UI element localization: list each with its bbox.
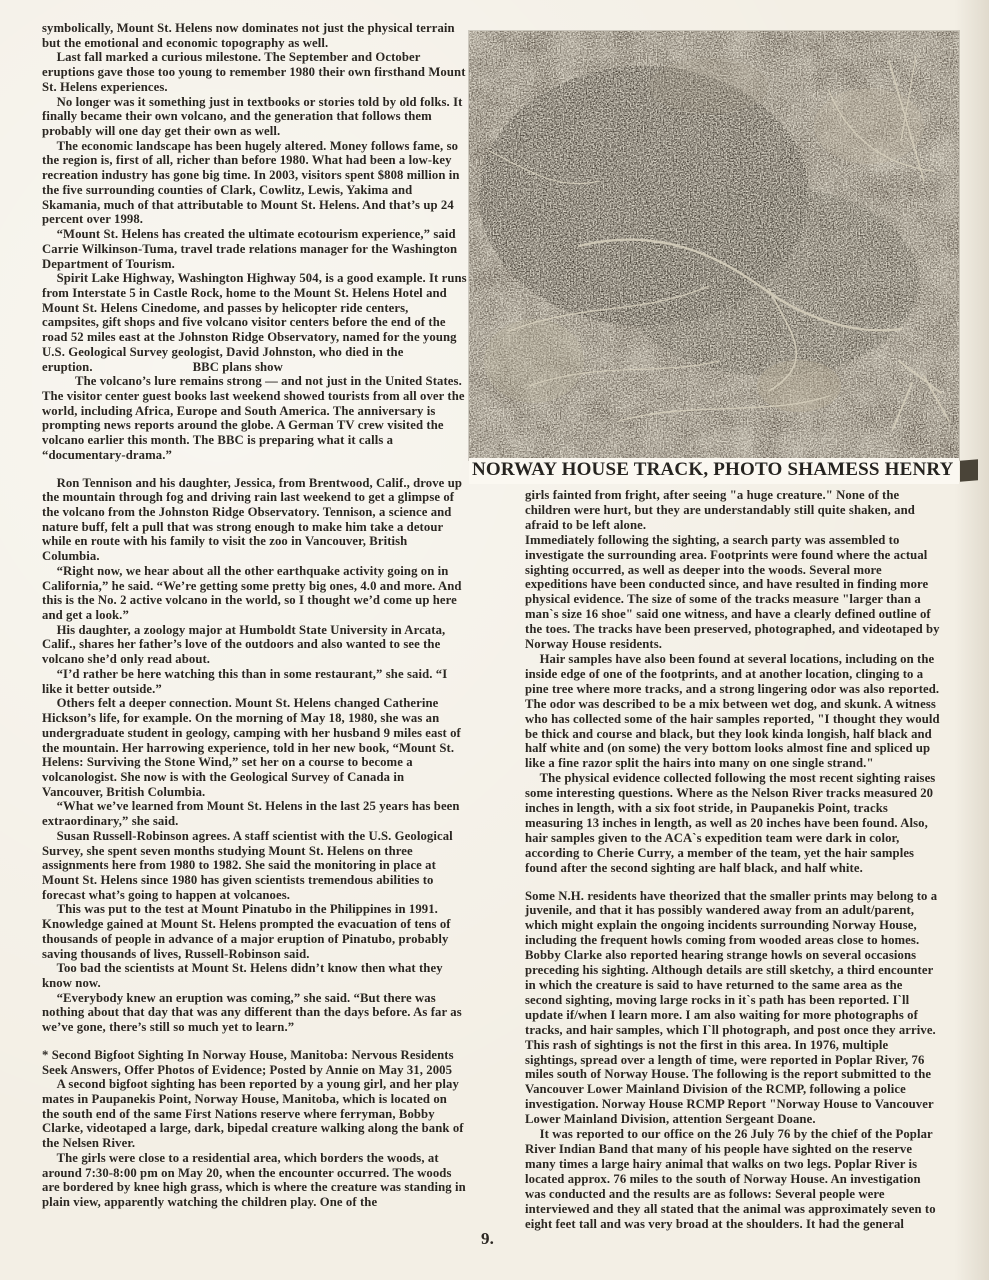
paragraph: Ron Tennison and his daughter, Jessica, from Brentwood, Calif., drove up the mountain through fog and driving rain last weekend to get a glimpse of the volcano from the Johnston Ridge Observatory. Tennison, a science and nature buff, felt a pull that was strong enough to make him take a detour while en route with his family to visit the zoo in Vancouver, British Columbia. [42,475,463,564]
paragraph: The physical evidence collected following the most recent sighting raises some interesting questions. Where as the Nelson River tracks measured 20 inches in length, with a six foot stride, in Paupanekis Point, tracks measuring 13 inches in length, as well as 20 inches have been found. Also, hair samples given to the ACA`s expedition team were dark in color, according to Cherie Curry, a member of the team, yet the hair samples found after the second sighting are half black, and half white. [525,771,936,875]
paragraph: girls fainted from fright, after seeing "a huge creature." None of the children were hurt, but they are understandably still quite shaken, and afraid to be left alone. [525,488,915,532]
paragraph: The economic landscape has been hugely altered. Money follows fame, so the region is, first of all, richer than before 1980. What had been a low-key recreation industry has gone big time. In 2003, visitors spent $808 million in the five surrounding counties of Clark, Cowlitz, Lewis, Yakima and Skamania, much of that attributable to Mount St. Helens. And that’s up 24 percent over 1998. [42,138,460,227]
paragraph: “I’d rather be here watching this than in some restaurant,” she said. “I like it better outside.” [42,666,448,696]
paragraph: “Mount St. Helens has created the ultimate ecotourism experience,” said Carrie Wilkinson-Tuma, travel trade relations manager for the Washington Department of Tourism. [42,227,458,271]
paragraph: “What we’ve learned from Mount St. Helens in the last 25 years has been extraordinary,” she said. [42,799,460,829]
paragraph: “Everybody knew an eruption was coming,” she said. “But there was nothing about that day that was any different than the days before. As far as we’ve gone, there’s still so much yet to learn.” [42,990,462,1035]
paragraph: The girls were close to a residential area, which borders the woods, at around 7:30-8:00 pm on May 20, when the encounter occurred. The woods are bordered by knee high grass, which is where the creature was standing in plain view, apparently watching the children play. One of the [42,1150,466,1210]
paragraph: Immediately following the sighting, a search party was assembled to investigate the surrounding area. Footprints were found where the actual sighting occurred, as well as deeper into the woods. Several more expeditions have been conducted since, and have resulted in finding more physical evidence. The size of some of the tracks measure "larger than a man`s size 16 shoe" said one witness, and have a clearly defined outline of the toes. The tracks have been preserved, photographed, and videotaped by Norway House residents. [525,532,940,652]
paragraph: No longer was it something just in textbooks or stories told by old folks. It finally became their own volcano, and the generation that follows them probably will one day get their own as well. [42,94,463,139]
paragraph: Some N.H. residents have theorized that the smaller prints may belong to a juvenile, and that it has possibly wandered away from an adult/parent, which might explain the ongoing incidents surrounding Norway House, including the frequent howls coming from wooded areas close to homes. Bobby Clarke also reported hearing strange howls on several occasions preceding his sighting. Although details are still sketchy, a third encounter in which the creature is said to have returned to the same area as the second sighting, moving large rocks in it`s path has been reported. I`ll update if/when I learn more. I am also waiting for more photographs of tracks, and hair samples, which I`ll photograph, and post once they arrive. This rash of sightings is not the first in this area. In 1976, multiple sightings, spread over a length of time, were reported in Poplar River, 76 miles south of Norway House. The following is the report submitted to the Vancouver Lower Mainland Division of the RCMP, following a police investigation. Norway House RCMP Report "Norway House to Vancouver Lower Mainland Division, attention Sergeant Doane. [525,888,938,1127]
paragraph: A second bigfoot sighting has been reported by a young girl, and her play mates in Paupanekis Point, Norway House, Manitoba, which is located on the south end of the same First Nations reserve where ferryman, Bobby Clarke, videotaped a large, dark, bipedal creature walking along the bank of the Nelsen River. [42,1077,464,1151]
photo-caption-row [469,457,978,484]
paragraph: Others felt a deeper connection. Mount St. Helens changed Catherine Hickson’s life, for example. On the morning of May 18, 1980, she was an undergraduate student in geology, camping with her husband 9 miles east of the mountain. Her harrowing experience, told in her new book, “Mount St. Helens: Surviving the Stone Wind,” set her on a course to become a volcanologist. She now is with the Geological Survey of Canada in Vancouver, British Columbia. [42,696,461,799]
page-number: 9. [481,1229,494,1248]
paragraph: symbolically, Mount St. Helens now dominates not just the physical terrain but the emotional and economic topography as well. [42,21,455,50]
paragraph: Hair samples have also been found at several locations, including on the inside edge of one of the footprints, and at another location, clinging to a pine tree where more tracks, and a strong lingering odor was also reported. The odor was described to be a mix between wet dog, and skunk. A witness who has collected some of the hair samples reported, "I thought they would be thick and course and black, but they look kinda longish, half black and half white and (on some) the very bottom looks almost fine and spliced up like a fine razor split the hairs into many on one single strand." [525,651,940,771]
paragraph: “Right now, we hear about all the other earthquake activity going on in California,” he said. “We’re getting some pretty big ones, 4.0 and more. And this is the No. 2 active volcano in the world, so I thought we’d come up here and get a look.” [42,563,462,623]
section-heading: * Second Bigfoot Sighting In Norway House, Manitoba: Nervous Residents Seek Answers, Offer Photos of Evidence; Posted by Annie on May 31, 2005 [42,1047,454,1077]
inline-subheading: BBC plans show [192,359,283,374]
paragraph: Last fall marked a curious milestone. The September and October eruptions gave those too young to remember 1980 their own firsthand Mount St. Helens experiences. [42,50,466,94]
paragraph: It was reported to our office on the 26 July 76 by the chief of the Poplar River Indian Band that many of his people have sighted on the reserve many times a large hairy animal that walks on two legs. Poplar River is located approx. 76 miles to the south of Norway House. An investigation was conducted and the results are as follows: Several people were interviewed and they all stated that the animal was approximately seven to eight feet tall and was very broad at the shoulders. It had the general [525,1127,936,1231]
paragraph: His daughter, a zoology major at Humboldt State University in Arcata, Calif., shares her father’s love of the outdoors and also wanted to see the volcano she’d only read about. [42,622,446,667]
photo-caption: NORWAY HOUSE TRACK, PHOTO SHAMESS HENRY [469,458,959,484]
paragraph: This was put to the test at Mount Pinatubo in the Philippines in 1991. Knowledge gained at Mount St. Helens prompted the evacuation of tens of thousands of people in advance of a major eruption of Pinatubo, probably saving thousands of lives, Russell-Robinson said. [42,902,451,961]
paragraph: Spirit Lake Highway, Washington Highway 504, is a good example. It runs from Interstate 5 in Castle Rock, home to the Mount St. Helens Hotel and Mount St. Helens Cinedome, and passes by helicopter ride centers, campsites, gift shops and five volcano visitor centers before the end of the road 52 miles east at the Johnston Ridge Observatory, named for the young U.S. Geological Survey geologist, David Johnston, who died in the eruption. BBC plans show [42,271,467,374]
paragraph: Too bad the scientists at Mount St. Helens didn’t know then what they know now. [42,961,443,990]
paragraph: The volcano’s lure remains strong — and not just in the United States. The visitor center guest books last weekend showed tourists from all over the world, including Africa, Europe and South America. The anniversary is prompting news reports around the globe. A German TV crew visited the volcano earlier this month. The BBC is preparing what it calls a “documentary-drama.” [42,374,465,462]
track-photo [469,31,959,460]
paragraph: Susan Russell-Robinson agrees. A staff scientist with the U.S. Geological Survey, she spent seven months studying Mount St. Helens on three assignments here from 1980 to 1982. She said the monitoring in place at Mount St. Helens since 1980 has given scientists tremendous abilities to forecast what’s going to happen at volcanoes. [42,828,453,902]
photo-fragment [960,459,978,482]
right-column [525,488,943,1231]
track-photo-image [469,31,959,460]
left-column [42,21,467,1210]
